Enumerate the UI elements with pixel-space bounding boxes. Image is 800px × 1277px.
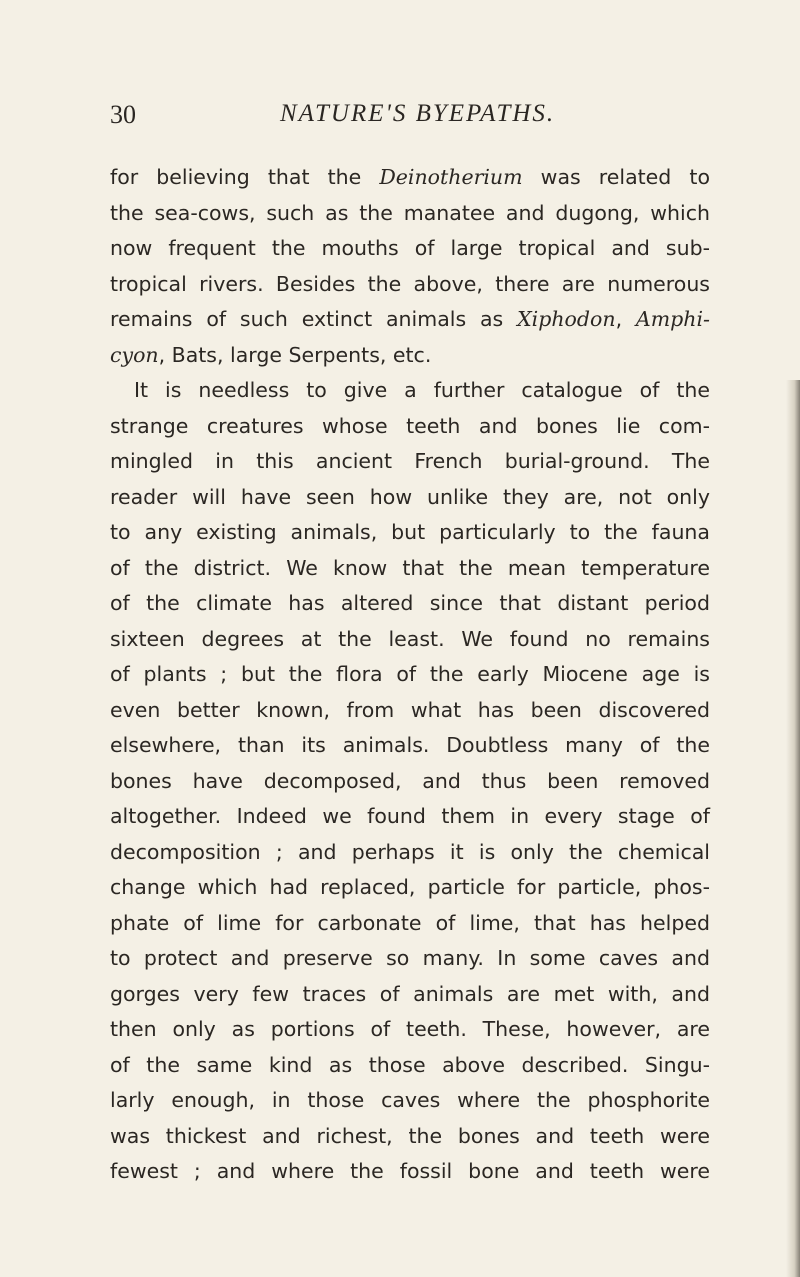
text-segment: , bbox=[615, 307, 636, 331]
italic-term: Amphi- bbox=[635, 307, 710, 331]
text-line bbox=[110, 1119, 710, 1155]
running-head: NATURE'S BYEPATHS. bbox=[280, 100, 556, 127]
text-segment: change which had replaced, particle for particle, phos- bbox=[110, 875, 710, 899]
text-segment: bones have decomposed, and thus been removed bbox=[110, 768, 710, 793]
text-segment: remains of such extinct animals as bbox=[110, 307, 518, 331]
text-line bbox=[110, 835, 710, 871]
text-segment: It is needless to give a further catalogue of the bbox=[134, 378, 710, 402]
text-segment: reader will have seen how unlike they are, not only bbox=[110, 484, 710, 509]
text-line bbox=[110, 657, 710, 693]
text-line bbox=[110, 338, 710, 374]
page-number: 30 bbox=[110, 100, 136, 129]
text-segment: to protect and preserve so many. In some caves and bbox=[110, 946, 710, 970]
italic-term: Xiphodon bbox=[517, 307, 616, 331]
text-line bbox=[110, 196, 710, 232]
text-line bbox=[110, 1083, 710, 1119]
text-line bbox=[110, 302, 710, 338]
text-segment: strange creatures whose teeth and bones lie com- bbox=[110, 413, 710, 438]
text-segment: was related to bbox=[522, 165, 710, 189]
text-line bbox=[110, 444, 710, 480]
text-segment: fewest ; and where the fossil bone and teeth were bbox=[110, 1159, 710, 1183]
text-segment: was thickest and richest, the bones and teeth were bbox=[110, 1123, 710, 1148]
text-line bbox=[110, 160, 710, 196]
text-segment: of the climate has altered since that distant period bbox=[110, 591, 710, 615]
page-header bbox=[110, 100, 690, 140]
text-line bbox=[110, 1012, 710, 1048]
text-segment: the sea-cows, such as the manatee and dugong, which bbox=[110, 200, 710, 225]
text-segment: to any existing animals, but particularly to the fauna bbox=[110, 520, 710, 544]
text-segment: of the same kind as those above described. Singu- bbox=[110, 1052, 710, 1077]
text-line bbox=[110, 799, 710, 835]
text-segment: , Bats, large Serpents, etc. bbox=[158, 342, 432, 367]
text-line bbox=[110, 267, 710, 303]
italic-term: Deinotherium bbox=[379, 165, 523, 189]
text-segment: sixteen degrees at the least. We found no remains bbox=[110, 626, 710, 651]
text-segment: of plants ; but the flora of the early Miocene age is bbox=[110, 662, 710, 686]
text-line bbox=[110, 551, 710, 587]
text-segment: elsewhere, than its animals. Doubtless many of the bbox=[110, 733, 710, 757]
text-line bbox=[110, 941, 710, 977]
text-segment: decomposition ; and perhaps it is only the chemical bbox=[110, 839, 710, 864]
text-line bbox=[110, 409, 710, 445]
text-line bbox=[110, 977, 710, 1013]
text-line bbox=[110, 764, 710, 800]
page-edge-shadow bbox=[786, 380, 800, 1277]
text-segment: then only as portions of teeth. These, however, are bbox=[110, 1017, 710, 1041]
text-line bbox=[110, 870, 710, 906]
text-line bbox=[110, 373, 710, 409]
text-line bbox=[110, 906, 710, 942]
text-line bbox=[110, 586, 710, 622]
text-line bbox=[110, 480, 710, 516]
text-segment: even better known, from what has been discovered bbox=[110, 697, 710, 722]
text-segment: larly enough, in those caves where the phosphorite bbox=[110, 1088, 710, 1112]
text-segment: now frequent the mouths of large tropical and sub- bbox=[110, 236, 710, 260]
text-segment: mingled in this ancient French burial-ground. The bbox=[110, 449, 710, 473]
text-line bbox=[110, 231, 710, 267]
text-line bbox=[110, 1154, 710, 1190]
italic-term: cyon bbox=[110, 342, 159, 367]
text-line bbox=[110, 1048, 710, 1084]
text-segment: gorges very few traces of animals are met with, and bbox=[110, 981, 710, 1006]
text-line bbox=[110, 515, 710, 551]
text-segment: tropical rivers. Besides the above, there are numerous bbox=[110, 271, 710, 296]
text-line bbox=[110, 728, 710, 764]
text-segment: altogether. Indeed we found them in every stage of bbox=[110, 804, 710, 828]
text-segment: for believing that the bbox=[110, 165, 380, 189]
text-line bbox=[110, 693, 710, 729]
text-line bbox=[110, 622, 710, 658]
text-segment: of the district. We know that the mean temperature bbox=[110, 555, 710, 580]
text-segment: phate of lime for carbonate of lime, that has helped bbox=[110, 910, 710, 935]
body-text bbox=[110, 160, 710, 1190]
